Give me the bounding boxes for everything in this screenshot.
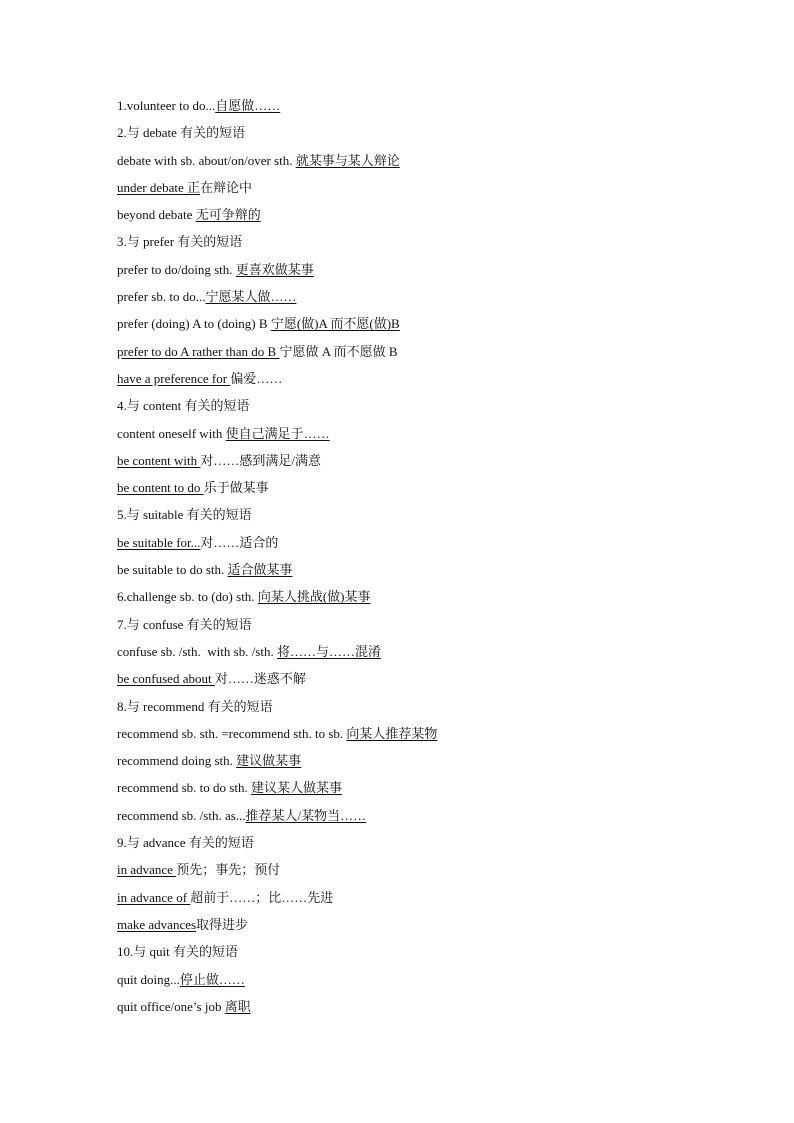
phrase-line (117, 365, 757, 392)
underlined-answer-text: 宁愿(做)A 而不愿(做)B (270, 316, 400, 332)
phrase-text: prefer (doing) A to (doing) B (117, 316, 271, 332)
phrase-line (117, 147, 757, 174)
phrase-line (117, 420, 757, 447)
phrase-text: 3.与 prefer 有关的短语 (117, 234, 243, 250)
phrase-line (117, 201, 757, 228)
phrase-line (117, 228, 757, 255)
underlined-answer-text: 就某事与某人辩论 (295, 152, 400, 168)
phrase-line (117, 665, 757, 692)
underlined-answer-text: in advance (117, 862, 177, 878)
phrase-text: content oneself with (117, 425, 226, 441)
phrase-text: 8.与 recommend 有关的短语 (117, 698, 273, 714)
phrase-text: recommend sb. /sth. as... (117, 807, 246, 823)
underlined-answer-text: 推荐某人/某物当…… (245, 807, 367, 823)
underlined-answer-text: in advance of (117, 889, 191, 905)
phrase-text: 1.volunteer to do... (117, 98, 216, 113)
underlined-answer-text: be content to do (117, 480, 204, 496)
phrase-text: 9.与 advance 有关的短语 (117, 835, 254, 851)
phrase-line (117, 529, 757, 556)
underlined-answer-text: 向某人挑战(做)某事 (257, 589, 371, 605)
phrase-text: 偏爱…… (230, 370, 283, 386)
phrase-line (117, 720, 757, 747)
phrase-text: 对……迷惑不解 (214, 671, 306, 687)
phrase-text: recommend sb. sth. =recommend sth. to sb. (117, 725, 347, 741)
underlined-answer-text: be content with (117, 452, 201, 468)
phrase-line (117, 119, 757, 146)
underlined-answer-text: 离职 (224, 998, 251, 1014)
underlined-answer-text: be confused about (117, 671, 215, 687)
phrase-line (117, 638, 757, 665)
phrase-text: 预先；事先；预付 (176, 862, 281, 878)
phrase-text: confuse sb. /sth. with sb. /sth. (117, 643, 277, 659)
underlined-answer-text: prefer to do A rather than do B (117, 343, 280, 359)
phrase-text: recommend doing sth. (117, 753, 237, 769)
phrase-line (117, 938, 757, 965)
phrase-line (117, 256, 757, 283)
phrase-line (117, 174, 757, 201)
phrase-line (117, 911, 757, 938)
phrase-text: prefer sb. to do... (117, 289, 206, 305)
phrase-text: 宁愿做 A 而不愿做 B (279, 343, 398, 359)
underlined-answer-text: 将……与……混淆 (276, 643, 381, 659)
phrase-line (117, 474, 757, 501)
phrase-text: beyond debate (117, 207, 196, 223)
phrase-line (117, 747, 757, 774)
phrase-line (117, 611, 757, 638)
phrase-line (117, 856, 757, 883)
phrase-text: quit doing... (117, 971, 180, 987)
phrase-text: 10.与 quit 有关的短语 (117, 944, 238, 960)
underlined-answer-text: 适合做某事 (227, 562, 293, 578)
underlined-answer-text: 建议某人做某事 (250, 780, 342, 796)
phrase-text: quit office/one’s job (117, 998, 225, 1014)
phrase-line (117, 802, 757, 829)
phrase-line (117, 774, 757, 801)
phrase-line (117, 829, 757, 856)
underlined-answer-text: 无可争辩的 (195, 207, 261, 223)
phrase-text: 在辩论中 (200, 179, 253, 195)
underlined-answer-text: under debate (117, 179, 188, 195)
phrase-line (117, 283, 757, 310)
phrase-line (117, 693, 757, 720)
phrase-line (117, 966, 757, 993)
phrase-text: 6.challenge sb. to (do) sth. (117, 589, 258, 605)
phrase-text: 对……适合的 (200, 534, 279, 550)
underlined-answer-text: 更喜欢做某事 (235, 261, 314, 277)
underlined-answer-text: 宁愿某人做…… (205, 289, 297, 305)
phrase-text: 乐于做某事 (203, 480, 269, 496)
phrase-text: 对……感到满足/满意 (200, 452, 322, 468)
phrase-line (117, 392, 757, 419)
underlined-answer-text: 停止做…… (179, 971, 245, 987)
underlined-answer-text: have a preference for (117, 370, 231, 386)
phrase-text: 超前于……；比……先进 (190, 889, 334, 905)
phrase-text: 2.与 debate 有关的短语 (117, 125, 246, 141)
phrase-text: be suitable to do sth. (117, 562, 228, 578)
phrase-line (117, 310, 757, 337)
underlined-answer-text: 使自己满足于…… (225, 425, 330, 441)
phrase-line (117, 993, 757, 1020)
phrase-text: debate with sb. about/on/over sth. (117, 152, 296, 168)
phrase-text: 7.与 confuse 有关的短语 (117, 616, 252, 632)
phrase-line (117, 884, 757, 911)
document-body (117, 92, 757, 1020)
phrase-text: recommend sb. to do sth. (117, 780, 251, 796)
phrase-list (117, 92, 757, 1020)
underlined-answer-text: 正 (187, 179, 201, 195)
underlined-answer-text: 建议做某事 (236, 753, 302, 769)
phrase-line (117, 92, 757, 119)
underlined-answer-text: 自愿做…… (215, 98, 281, 113)
underlined-answer-text: be suitable for... (117, 534, 201, 550)
phrase-line (117, 338, 757, 365)
phrase-line (117, 583, 757, 610)
phrase-line (117, 556, 757, 583)
phrase-text: prefer to do/doing sth. (117, 261, 236, 277)
phrase-text: 5.与 suitable 有关的短语 (117, 507, 252, 523)
phrase-text: 4.与 content 有关的短语 (117, 398, 250, 414)
phrase-line (117, 501, 757, 528)
phrase-line (117, 447, 757, 474)
phrase-text: 取得进步 (196, 916, 249, 932)
underlined-answer-text: 向某人推荐某物 (346, 725, 438, 741)
underlined-answer-text: make advances (117, 916, 197, 932)
